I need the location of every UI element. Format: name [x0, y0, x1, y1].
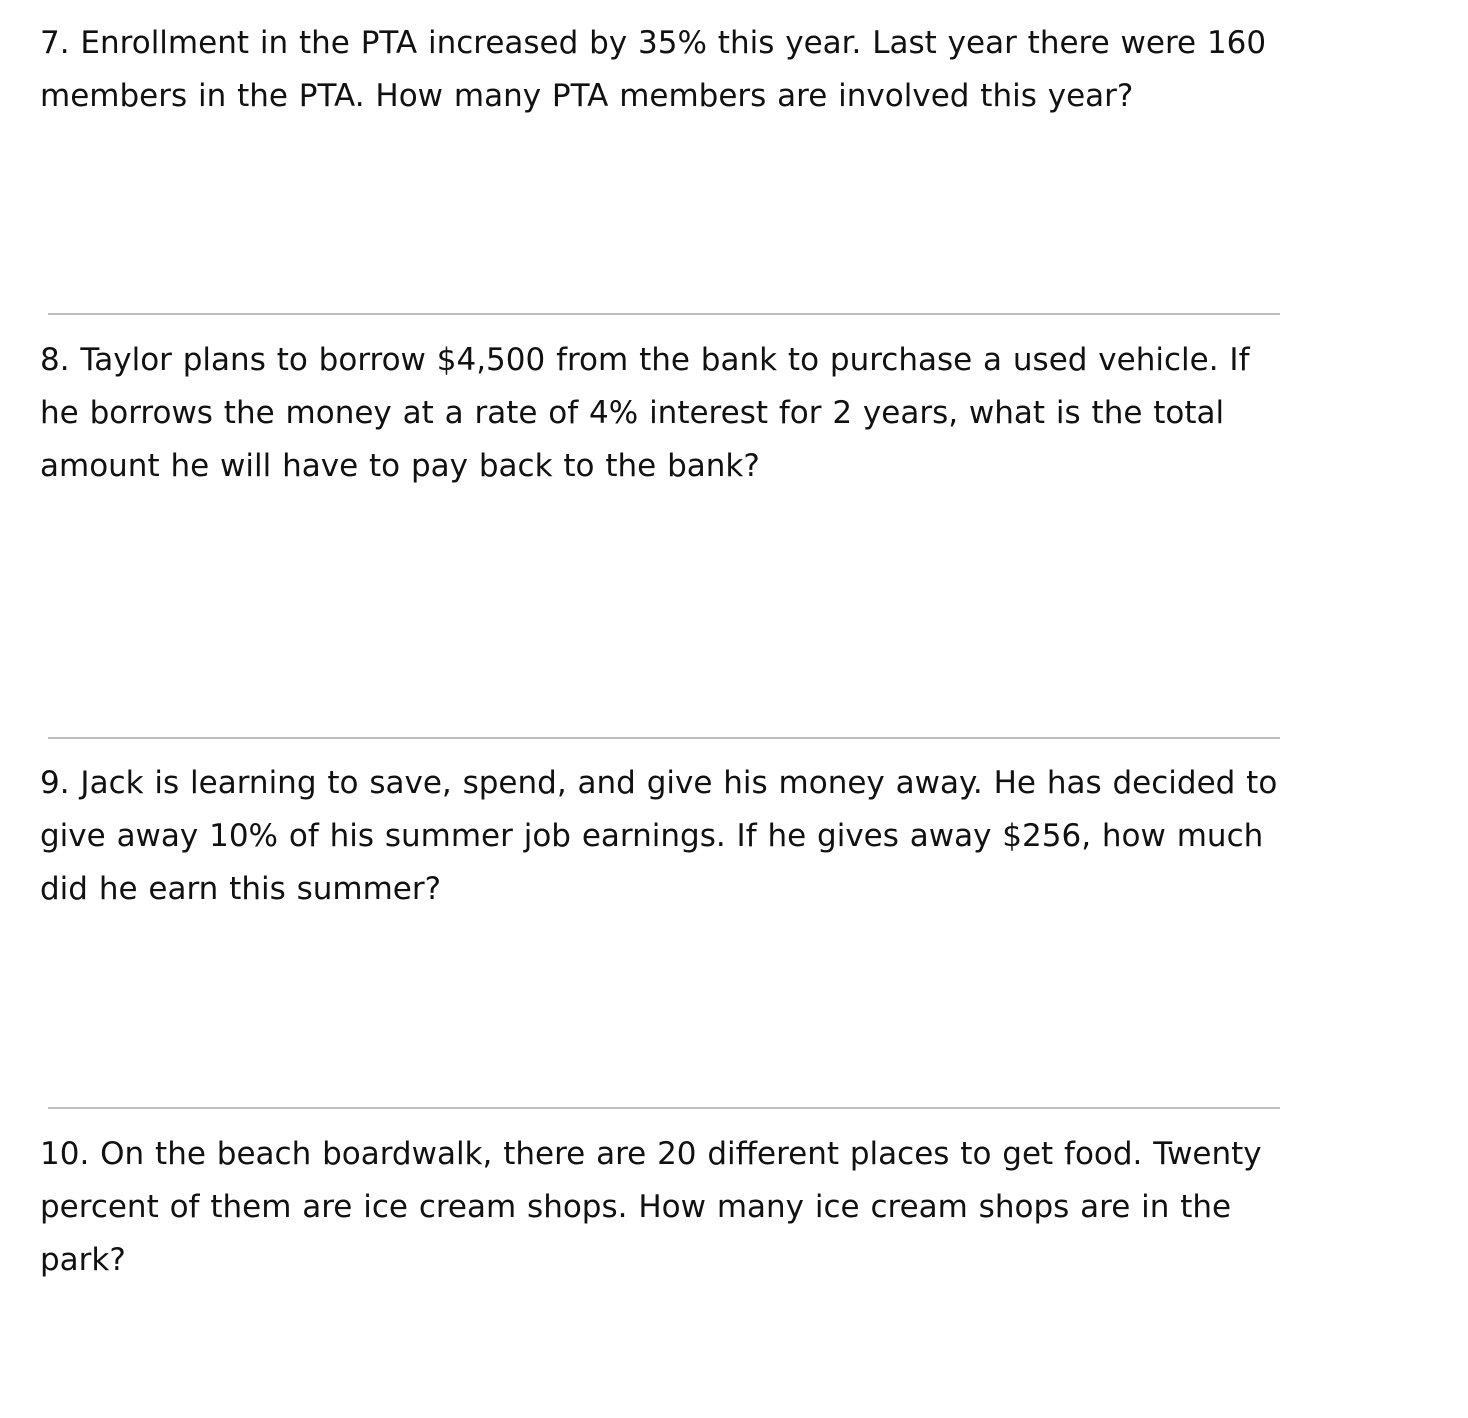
problem-9-text: 9. Jack is learning to save, spend, and give his money away. He has decided to give away 10% of his summer job earnings. If he gives away $256, how much did he earn this summer?: [40, 765, 1278, 907]
problem-10-text: 10. On the beach boardwalk, there are 20 different places to get food. Twenty percent of them are ice cream shops. How many ice cream shops are in the park?: [40, 1136, 1262, 1278]
problem-7-text: 7. Enrollment in the PTA increased by 35% this year. Last year there were 160 members in the PTA. How many PTA members are involved this year?: [40, 25, 1267, 114]
answer-divider-line: [48, 737, 1280, 739]
answer-divider-line: [48, 313, 1280, 315]
answer-divider-line: [48, 1107, 1280, 1109]
problem-8-text: 8. Taylor plans to borrow $4,500 from the bank to purchase a used vehicle. If he borrows the money at a rate of 4% interest for 2 years, what is the total amount he will have to pay back to the bank?: [40, 342, 1250, 484]
